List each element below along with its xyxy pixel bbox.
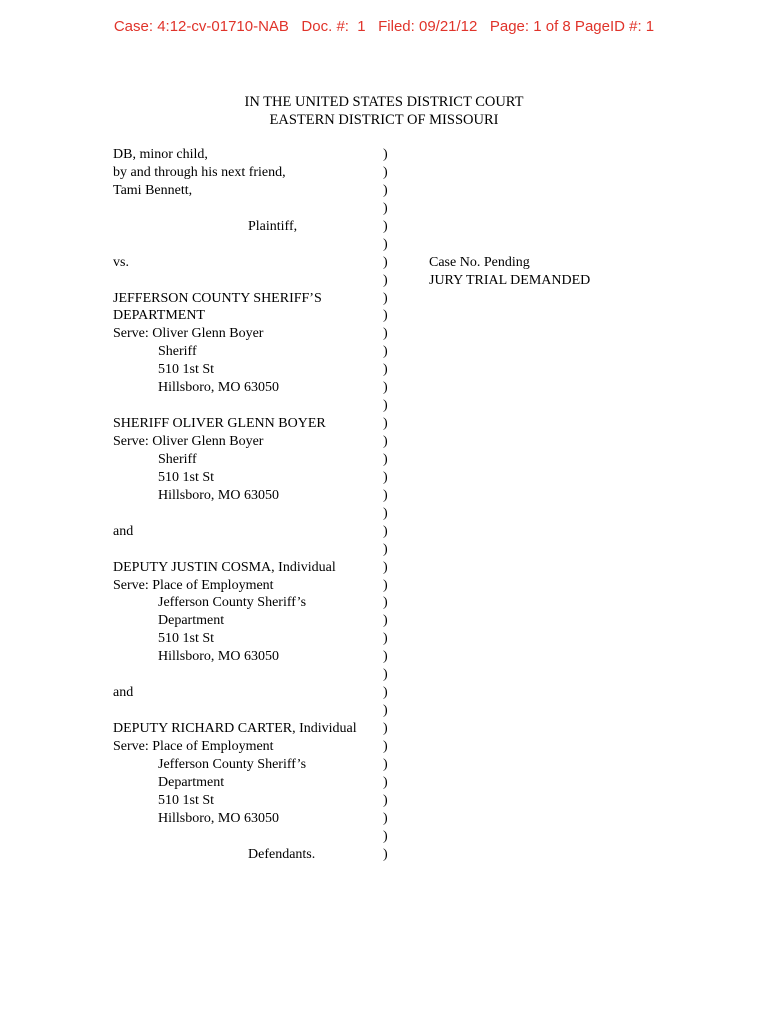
- caption-paren: ): [383, 828, 388, 844]
- caption-paren: ): [383, 541, 388, 557]
- caption-row: [113, 541, 713, 559]
- court-title-line-2: EASTERN DISTRICT OF MISSOURI: [269, 112, 499, 128]
- caption-left-text: Department: [158, 613, 225, 629]
- caption-paren: ): [383, 756, 388, 772]
- caption-row: [113, 182, 713, 200]
- caption-left-text: SHERIFF OLIVER GLENN BOYER: [113, 416, 326, 432]
- caption-left-text: Sheriff: [158, 344, 197, 360]
- caption-paren: ): [383, 559, 388, 575]
- caption-paren: ): [383, 308, 388, 324]
- caption-left-text: DEPARTMENT: [113, 308, 205, 324]
- caption-paren: ): [383, 774, 388, 790]
- caption-paren: ): [383, 218, 388, 234]
- caption-left-text: Serve: Place of Employment: [113, 738, 274, 754]
- caption-paren: ): [383, 200, 388, 216]
- caption-row: [113, 487, 713, 505]
- caption-left-text: Plaintiff,: [248, 218, 298, 234]
- caption-paren: ): [383, 595, 388, 611]
- caption-row: [113, 594, 713, 612]
- caption-left-text: by and through his next friend,: [113, 164, 286, 180]
- caption-left-text: Jefferson County Sheriff’s: [158, 595, 307, 611]
- caption-paren: ): [383, 792, 388, 808]
- caption-paren: ): [383, 505, 388, 521]
- caption-row: [113, 577, 713, 595]
- caption-row: [113, 451, 713, 469]
- caption-paren: ): [383, 326, 388, 342]
- caption-left-text: 510 1st St: [158, 469, 215, 485]
- caption-row: [113, 272, 713, 290]
- caption-left-text: DB, minor child,: [113, 147, 208, 162]
- caption-row: [113, 505, 713, 523]
- caption-row: [113, 307, 713, 325]
- caption-row: [113, 415, 713, 433]
- caption-left-text: Department: [158, 774, 225, 790]
- caption-left-text: DEPUTY RICHARD CARTER, Individual: [113, 721, 357, 736]
- caption-row: [113, 218, 713, 236]
- caption-paren: ): [383, 236, 388, 252]
- caption-left-text: and: [113, 523, 134, 539]
- caption-left-text: Tami Bennett,: [113, 182, 193, 198]
- caption-row: [113, 146, 713, 164]
- caption-paren: ): [383, 487, 388, 503]
- caption-paren: ): [383, 290, 388, 306]
- caption-paren: ): [383, 344, 388, 360]
- court-title: [0, 93, 768, 129]
- caption-left-text: vs.: [113, 254, 129, 270]
- caption-row: [113, 756, 713, 774]
- caption-paren: ): [383, 685, 388, 701]
- caption-left-text: Hillsboro, MO 63050: [158, 649, 279, 665]
- caption-paren: ): [383, 398, 388, 414]
- caption-paren: ): [383, 380, 388, 396]
- case-header-stamp: Case: 4:12-cv-01710-NAB Doc. #: 1 Filed: 09/21/12 Page: 1 of 8 PageID #: 1: [113, 18, 655, 35]
- caption-left-text: and: [113, 685, 134, 701]
- caption-row: [113, 792, 713, 810]
- caption-row: [113, 290, 713, 308]
- caption-paren: ): [383, 577, 388, 593]
- caption-left-text: Defendants.: [248, 846, 316, 862]
- caption-row: [113, 559, 713, 577]
- caption-row: [113, 343, 713, 361]
- caption-paren: ): [383, 254, 388, 270]
- caption-row: [113, 612, 713, 630]
- caption-left-text: 510 1st St: [158, 792, 215, 808]
- caption-left-text: Hillsboro, MO 63050: [158, 810, 279, 826]
- caption-paren: ): [383, 182, 388, 198]
- caption-row: [113, 469, 713, 487]
- caption-row: [113, 164, 713, 182]
- caption-left-text: 510 1st St: [158, 631, 215, 647]
- caption-left-text: Serve: Place of Employment: [113, 577, 274, 593]
- caption-row: [113, 254, 713, 272]
- caption-row: [113, 774, 713, 792]
- caption-left-text: Serve: Oliver Glenn Boyer: [113, 434, 264, 449]
- court-title-line-1: IN THE UNITED STATES DISTRICT COURT: [244, 94, 524, 110]
- caption-row: [113, 738, 713, 756]
- caption-row: [113, 648, 713, 666]
- caption-paren: ): [383, 434, 388, 449]
- caption-row: [113, 361, 713, 379]
- caption-paren: ): [383, 613, 388, 629]
- caption-paren: ): [383, 738, 388, 754]
- caption-paren: ): [383, 469, 388, 485]
- caption-paren: ): [383, 667, 388, 683]
- caption-row: [113, 702, 713, 720]
- caption-row: [113, 720, 713, 738]
- caption-paren: ): [383, 362, 388, 378]
- caption-row: [113, 630, 713, 648]
- caption-paren: ): [383, 846, 388, 862]
- case-caption: [113, 146, 713, 864]
- caption-row: [113, 523, 713, 541]
- caption-left-text: Serve: Oliver Glenn Boyer: [113, 326, 264, 342]
- caption-paren: ): [383, 416, 388, 432]
- caption-paren: ): [383, 631, 388, 647]
- caption-row: [113, 397, 713, 415]
- caption-paren: ): [383, 147, 388, 162]
- caption-left-text: Jefferson County Sheriff’s: [158, 756, 307, 772]
- caption-row: [113, 666, 713, 684]
- caption-row: [113, 325, 713, 343]
- caption-row: [113, 828, 713, 846]
- caption-left-text: JEFFERSON COUNTY SHERIFF’S: [113, 290, 322, 306]
- caption-right-text: JURY TRIAL DEMANDED: [429, 272, 591, 288]
- caption-row: [113, 684, 713, 702]
- caption-left-text: Sheriff: [158, 451, 197, 467]
- caption-left-text: DEPUTY JUSTIN COSMA, Individual: [113, 559, 336, 575]
- caption-row: [113, 236, 713, 254]
- caption-row: [113, 810, 713, 828]
- caption-left-text: Hillsboro, MO 63050: [158, 487, 279, 503]
- caption-paren: ): [383, 523, 388, 539]
- caption-row: [113, 379, 713, 397]
- caption-paren: ): [383, 451, 388, 467]
- caption-paren: ): [383, 721, 388, 736]
- caption-paren: ): [383, 703, 388, 719]
- caption-left-text: 510 1st St: [158, 362, 215, 378]
- caption-left-text: Hillsboro, MO 63050: [158, 380, 279, 396]
- caption-right-text: Case No. Pending: [429, 254, 530, 270]
- caption-row: [113, 200, 713, 218]
- caption-row: [113, 846, 713, 864]
- caption-paren: ): [383, 272, 388, 288]
- caption-row: [113, 433, 713, 451]
- caption-paren: ): [383, 164, 388, 180]
- caption-paren: ): [383, 649, 388, 665]
- caption-paren: ): [383, 810, 388, 826]
